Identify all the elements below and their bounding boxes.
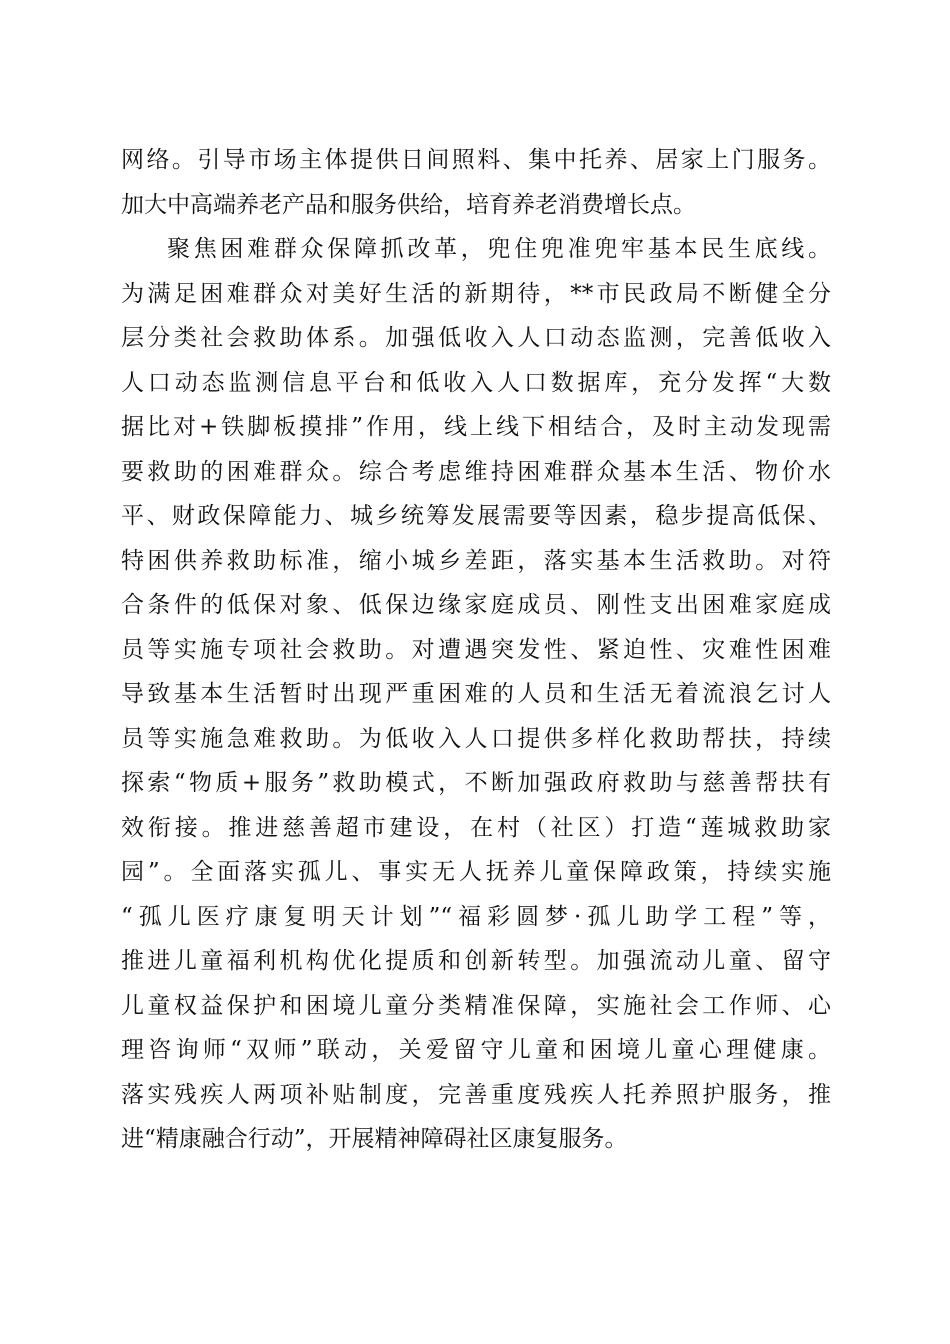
text-line: “孤儿医疗康复明天计划”“福彩圆梦·孤儿助学工程”等， <box>121 903 831 930</box>
text-line: 合条件的低保对象、低保边缘家庭成员、刚性支出困难家庭成 <box>121 592 831 618</box>
text-line: 人口动态监测信息平台和低收入人口数据库，充分发挥“大数 <box>121 369 831 396</box>
text-line: 导致基本生活暂时出现严重困难的人员和生活无着流浪乞讨人 <box>121 681 831 707</box>
text-line: 探索“物质+服务”救助模式，不断加强政府救助与慈善帮扶有 <box>121 770 831 796</box>
text-line: 进“精康融合行动”，开展精神障碍社区康复服务。 <box>121 1126 628 1152</box>
text-line: 要救助的困难群众。综合考虑维持困难群众基本生活、物价水 <box>121 458 831 485</box>
text-line: 园”。全面落实孤儿、事实无人抚养儿童保障政策，持续实施 <box>121 859 831 885</box>
text-line: 据比对+铁脚板摸排”作用，线上线下相结合，及时主动发现需 <box>121 414 831 440</box>
text-line: 特困供养救助标准，缩小城乡差距，落实基本生活救助。对符 <box>121 547 831 574</box>
text-line: 推进儿童福利机构优化提质和创新转型。加强流动儿童、留守 <box>121 948 831 974</box>
text-line: 儿童权益保护和困境儿童分类精准保障，实施社会工作师、心 <box>121 992 831 1019</box>
text-line: 层分类社会救助体系。加强低收入人口动态监测，完善低收入 <box>121 325 831 351</box>
paragraph-first-line: 聚焦困难群众保障抓改革，兜住兜准兜牢基本民生底线。 <box>167 236 831 262</box>
text-line: 效衔接。推进慈善超市建设，在村（社区）打造“莲城救助家 <box>121 814 831 841</box>
text-line: 平、财政保障能力、城乡统筹发展需要等因素，稳步提高低保、 <box>121 503 831 529</box>
text-line: 员等实施急难救助。为低收入人口提供多样化救助帮扶，持续 <box>121 725 831 752</box>
text-line: 理咨询师“双师”联动，关爱留守儿童和困境儿童心理健康。 <box>121 1037 831 1063</box>
text-line: 加大中高端养老产品和服务供给，培育养老消费增长点。 <box>121 191 696 218</box>
document-body <box>121 138 831 1162</box>
text-line: 为满足困难群众对美好生活的新期待，**市民政局不断健全分 <box>121 280 831 307</box>
text-line: 员等实施专项社会救助。对遭遇突发性、紧迫性、灾难性困难 <box>121 636 831 663</box>
text-line: 落实残疾人两项补贴制度，完善重度残疾人托养照护服务，推 <box>121 1081 831 1108</box>
text-line: 网络。引导市场主体提供日间照料、集中托养、居家上门服务。 <box>121 147 831 173</box>
